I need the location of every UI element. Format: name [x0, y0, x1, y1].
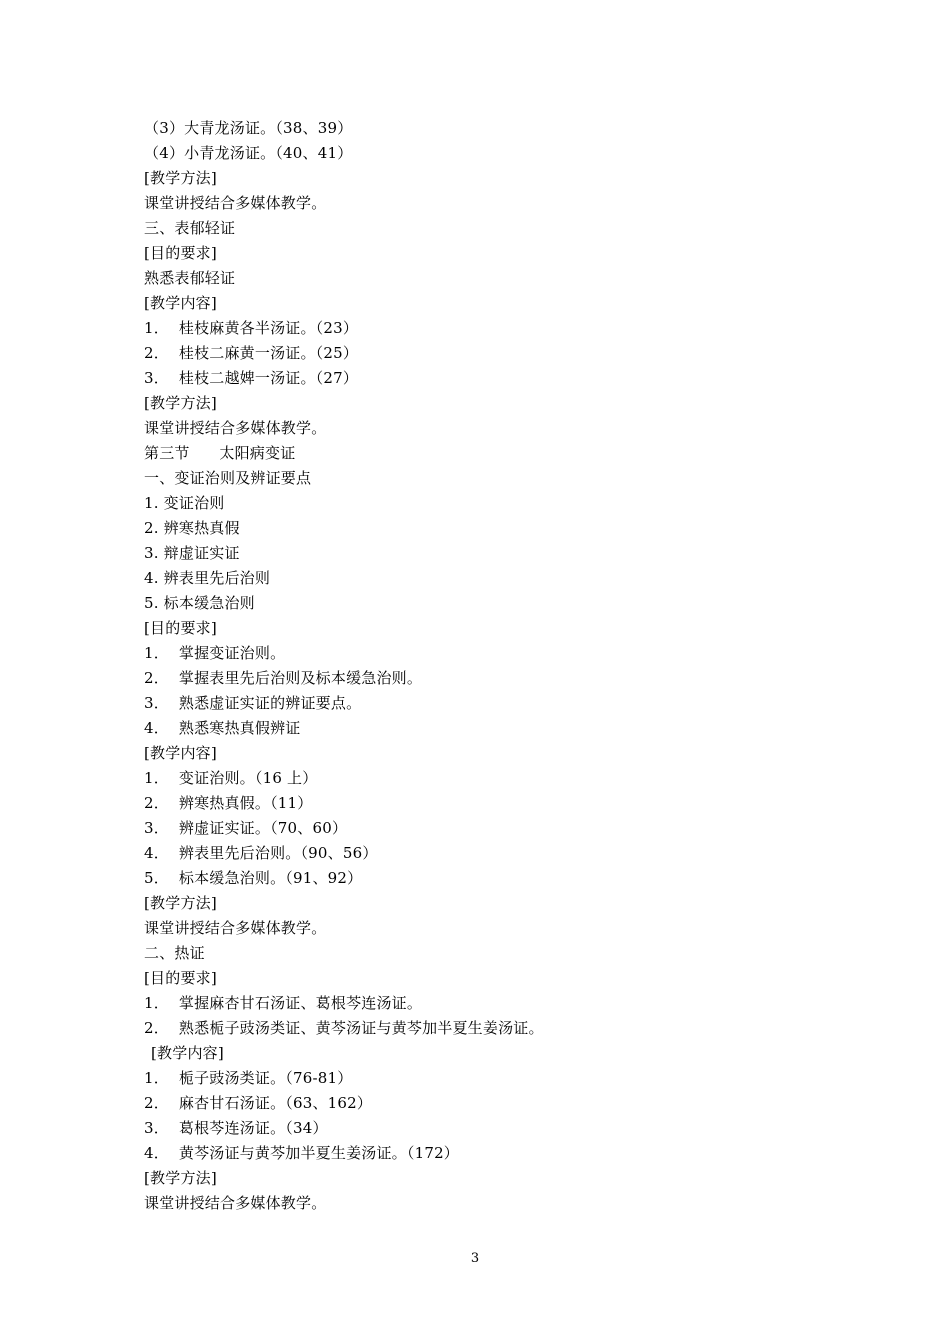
section-heading: 二、热证	[144, 944, 205, 962]
list-item: 2． 熟悉栀子豉汤类证、黄芩汤证与黄芩加半夏生姜汤证。	[144, 1019, 544, 1037]
list-item: 1． 变证治则。（16 上）	[144, 769, 318, 787]
list-item: 2. 辨寒热真假	[144, 519, 240, 537]
text-line: （4）小青龙汤证。（40、41）	[144, 144, 353, 162]
list-item: 2． 桂枝二麻黄一汤证。（25）	[144, 344, 359, 362]
text-line: 课堂讲授结合多媒体教学。	[144, 1194, 327, 1212]
list-item: 3． 辨虚证实证。（70、60）	[144, 819, 348, 837]
list-item: 4． 辨表里先后治则。（90、56）	[144, 844, 378, 862]
section-heading: [目的要求]	[144, 619, 217, 637]
text-line: （3）大青龙汤证。（38、39）	[144, 119, 353, 137]
list-item: 3． 熟悉虚证实证的辨证要点。	[144, 694, 362, 712]
text-line: 课堂讲授结合多媒体教学。	[144, 194, 327, 212]
list-item: 3. 辩虚证实证	[144, 544, 240, 562]
list-item: 1． 桂枝麻黄各半汤证。（23）	[144, 319, 359, 337]
list-item: 1． 掌握麻杏甘石汤证、葛根芩连汤证。	[144, 994, 423, 1012]
list-item: 4． 熟悉寒热真假辨证	[144, 719, 301, 737]
section-heading: [教学内容]	[144, 294, 217, 312]
list-item: 4． 黄芩汤证与黄芩加半夏生姜汤证。（172）	[144, 1144, 460, 1162]
section-heading: [教学方法]	[144, 894, 217, 912]
list-item: 1． 掌握变证治则。	[144, 644, 286, 662]
list-item: 5． 标本缓急治则。（91、92）	[144, 869, 363, 887]
list-item: 1. 变证治则	[144, 494, 225, 512]
list-item: 2． 麻杏甘石汤证。（63、162）	[144, 1094, 373, 1112]
section-heading: 三、表郁轻证	[144, 219, 236, 237]
section-heading: [目的要求]	[144, 969, 217, 987]
list-item: 2． 辨寒热真假。（11）	[144, 794, 313, 812]
list-item: 5. 标本缓急治则	[144, 594, 255, 612]
text-line: 熟悉表郁轻证	[144, 269, 236, 287]
section-heading: [教学方法]	[144, 394, 217, 412]
section-heading: [教学方法]	[144, 1169, 217, 1187]
section-heading: [教学方法]	[144, 169, 217, 187]
page-number: 3	[470, 1251, 480, 1266]
text-line: 课堂讲授结合多媒体教学。	[144, 919, 327, 937]
list-item: 3． 葛根芩连汤证。（34）	[144, 1119, 328, 1137]
list-item: 4. 辨表里先后治则	[144, 569, 271, 587]
list-item: 2． 掌握表里先后治则及标本缓急治则。	[144, 669, 423, 687]
section-heading: [目的要求]	[144, 244, 217, 262]
section-heading: [教学内容]	[151, 1044, 224, 1062]
page-body	[144, 116, 844, 1216]
text-line: 课堂讲授结合多媒体教学。	[144, 419, 327, 437]
list-item: 3． 桂枝二越婢一汤证。（27）	[144, 369, 359, 387]
list-item: 1． 栀子豉汤类证。（76-81）	[144, 1069, 353, 1087]
section-heading: [教学内容]	[144, 744, 217, 762]
section-heading: 第三节 太阳病变证	[144, 444, 296, 462]
section-heading: 一、变证治则及辨证要点	[144, 469, 312, 487]
